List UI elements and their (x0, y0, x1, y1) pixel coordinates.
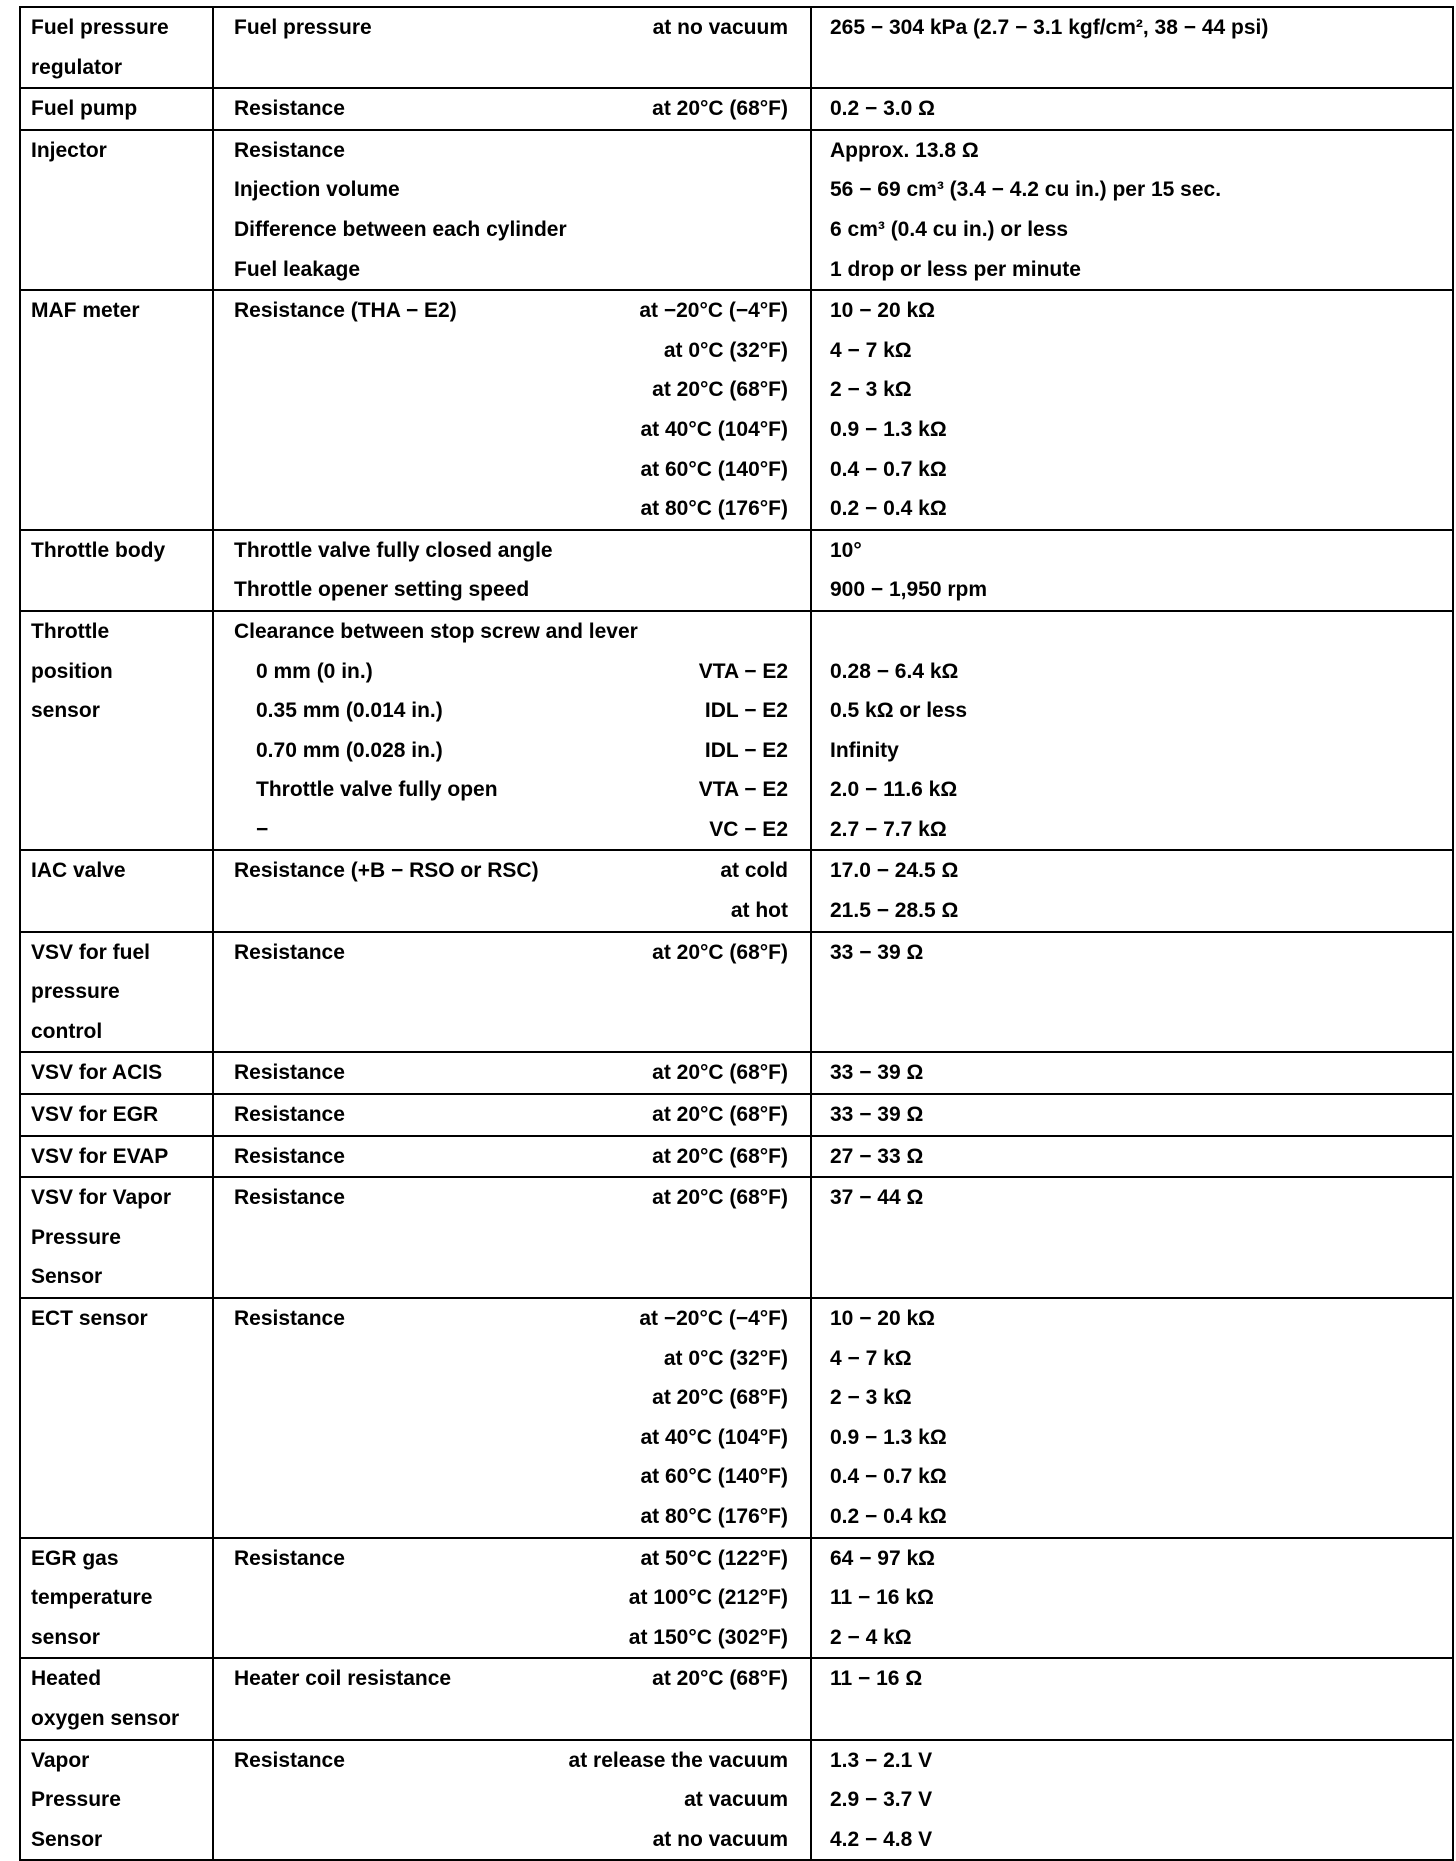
spec-condition: at 100°C (212°F) (628, 1586, 788, 1610)
spec-line (214, 1053, 810, 1093)
spec-line (214, 1218, 810, 1258)
spec-line (214, 933, 810, 973)
spec-label: Resistance (+B − RSO or RSC) (234, 859, 539, 883)
component-cell (20, 1298, 213, 1538)
spec-line (214, 972, 810, 1012)
spec-value: 0.2 − 0.4 kΩ (830, 1504, 947, 1528)
spec-line (214, 1339, 810, 1379)
table-row (20, 530, 1453, 611)
component-name-line (31, 731, 206, 771)
spec-value: 1.3 − 2.1 V (830, 1748, 933, 1772)
spec-value: 4 − 7 kΩ (830, 338, 912, 362)
spec-value: 0.2 − 3.0 Ω (830, 97, 935, 121)
value-cell (811, 88, 1453, 130)
component-name-line: position (31, 659, 113, 683)
spec-line (214, 48, 810, 88)
spec-condition: VTA − E2 (698, 659, 788, 683)
value-cell (811, 530, 1453, 611)
spec-condition: at vacuum (684, 1788, 788, 1812)
spec-cell (213, 1052, 811, 1094)
spec-condition: at −20°C (−4°F) (639, 299, 788, 323)
table-row (20, 1136, 1453, 1178)
spec-label: Resistance (234, 1061, 345, 1085)
spec-value (830, 48, 1452, 88)
spec-condition: at 20°C (68°F) (652, 940, 788, 964)
spec-line (214, 810, 810, 850)
spec-line (214, 570, 810, 610)
component-cell (20, 850, 213, 931)
spec-line (214, 1659, 810, 1699)
component-cell (20, 7, 213, 88)
spec-value: 2.7 − 7.7 kΩ (830, 817, 947, 841)
spec-label: Resistance (234, 1748, 345, 1772)
component-name-line: Pressure (31, 1225, 121, 1249)
spec-value: 2.9 − 3.7 V (830, 1788, 933, 1812)
spec-value: 2 − 3 kΩ (830, 1386, 912, 1410)
spec-condition: VTA − E2 (698, 778, 788, 802)
spec-line (214, 1299, 810, 1339)
spec-cell (213, 1740, 811, 1861)
spec-condition: IDL − E2 (704, 699, 788, 723)
spec-label: Fuel pressure (234, 16, 372, 39)
spec-line (214, 1012, 810, 1052)
spec-label: Heater coil resistance (234, 1667, 452, 1691)
component-name-line (31, 1497, 206, 1537)
component-cell (20, 1538, 213, 1659)
spec-condition: at release the vacuum (568, 1748, 788, 1772)
spec-label: Throttle valve fully open (256, 778, 498, 802)
spec-label: Resistance (234, 1144, 345, 1168)
spec-condition: at 40°C (104°F) (640, 417, 788, 441)
spec-condition: IDL − E2 (704, 738, 788, 762)
spec-value: 2.0 − 11.6 kΩ (830, 778, 958, 802)
spec-condition: at 40°C (104°F) (640, 1425, 788, 1449)
component-name-line: EGR gas (31, 1546, 119, 1570)
table-row (20, 611, 1453, 851)
spec-condition: at cold (720, 859, 788, 883)
spec-line (214, 1095, 810, 1135)
table-row (20, 88, 1453, 130)
spec-value: 0.9 − 1.3 kΩ (830, 417, 947, 441)
spec-value (830, 972, 1452, 1012)
spec-condition: at 60°C (140°F) (640, 457, 788, 481)
spec-label: Throttle opener setting speed (234, 578, 530, 602)
spec-cell (213, 530, 811, 611)
value-cell (811, 932, 1453, 1053)
value-cell (811, 1052, 1453, 1094)
component-name-line: regulator (31, 55, 123, 79)
spec-value: 10 − 20 kΩ (830, 299, 935, 323)
spec-label: 0.70 mm (0.028 in.) (256, 738, 443, 762)
spec-condition: at 150°C (302°F) (628, 1625, 788, 1649)
spec-label: Resistance (234, 1307, 345, 1330)
spec-value: 1 drop or less per minute (830, 257, 1081, 281)
value-cell (811, 1136, 1453, 1178)
spec-line (214, 1539, 810, 1579)
component-cell (20, 88, 213, 130)
value-cell (811, 611, 1453, 851)
spec-line (214, 250, 810, 290)
spec-value: 0.28 − 6.4 kΩ (830, 659, 959, 683)
spec-label: Injection volume (234, 178, 400, 202)
spec-line (214, 612, 810, 652)
spec-value: 56 − 69 cm³ (3.4 − 4.2 cu in.) per 15 sec. (830, 178, 1222, 202)
component-cell (20, 1052, 213, 1094)
spec-value (830, 1699, 1452, 1739)
spec-value: 27 − 33 Ω (830, 1144, 924, 1168)
spec-line (214, 1457, 810, 1497)
spec-line (214, 291, 810, 331)
spec-value: 900 − 1,950 rpm (830, 578, 988, 602)
component-name-line: sensor (31, 1625, 100, 1649)
spec-condition: at no vacuum (652, 16, 788, 39)
component-name-line (31, 891, 206, 931)
spec-value: 11 − 16 kΩ (830, 1586, 934, 1610)
spec-value: 11 − 16 Ω (830, 1667, 923, 1691)
component-name-line: MAF meter (31, 299, 140, 323)
spec-line (214, 1618, 810, 1658)
spec-label: Resistance (234, 940, 345, 964)
table-row (20, 290, 1453, 530)
value-cell (811, 1538, 1453, 1659)
spec-value: 6 cm³ (0.4 cu in.) or less (830, 217, 1069, 241)
component-name-line (31, 770, 206, 810)
table-row (20, 1052, 1453, 1094)
table-row (20, 850, 1453, 931)
spec-label: Resistance (234, 97, 345, 121)
spec-condition: at 20°C (68°F) (652, 1667, 788, 1691)
component-name-line: VSV for EVAP (31, 1144, 169, 1168)
spec-cell (213, 1538, 811, 1659)
spec-label: Difference between each cylinder (234, 217, 567, 241)
component-name-line: VSV for EGR (31, 1103, 159, 1127)
value-cell (811, 850, 1453, 931)
spec-value (830, 1012, 1452, 1052)
component-name-line: oxygen sensor (31, 1706, 180, 1730)
component-name-line: Fuel pressure (31, 16, 169, 39)
component-name-line: Sensor (31, 1827, 103, 1851)
spec-value: 10 − 20 kΩ (830, 1307, 935, 1330)
spec-line (214, 331, 810, 371)
spec-line (214, 1497, 810, 1537)
component-name-line: VSV for ACIS (31, 1061, 163, 1085)
spec-cell (213, 290, 811, 530)
spec-label: Resistance (234, 138, 345, 162)
spec-line (214, 1378, 810, 1418)
spec-condition: at 20°C (68°F) (652, 1144, 788, 1168)
spec-value: 33 − 39 Ω (830, 1103, 924, 1127)
table-row (20, 130, 1453, 290)
spec-line (214, 170, 810, 210)
spec-line (214, 891, 810, 931)
table-row (20, 1094, 1453, 1136)
component-name-line (31, 810, 206, 850)
spec-cell (213, 1177, 811, 1298)
value-cell (811, 7, 1453, 88)
spec-cell (213, 850, 811, 931)
spec-value: 10° (830, 538, 862, 562)
component-name-line (31, 370, 206, 410)
spec-condition: at 20°C (68°F) (652, 1061, 788, 1085)
spec-line (214, 489, 810, 529)
spec-line (214, 851, 810, 891)
spec-cell (213, 88, 811, 130)
component-name-line: Throttle (31, 619, 110, 643)
spec-value: 0.4 − 0.7 kΩ (830, 1465, 947, 1489)
spec-value (830, 1257, 1452, 1297)
spec-line (214, 1780, 810, 1820)
spec-value: 2 − 4 kΩ (830, 1625, 912, 1649)
spec-value: 33 − 39 Ω (830, 940, 924, 964)
spec-line (214, 1178, 810, 1218)
spec-label: Resistance (234, 1186, 345, 1210)
spec-value: 0.9 − 1.3 kΩ (830, 1425, 947, 1449)
spec-value (830, 612, 1452, 652)
component-cell (20, 1740, 213, 1861)
spec-cell (213, 1658, 811, 1739)
spec-label: Fuel leakage (234, 257, 361, 281)
component-name-line: Fuel pump (31, 97, 138, 121)
spec-value: 265 − 304 kPa (2.7 − 3.1 kgf/cm², 38 − 44 psi) (830, 16, 1269, 39)
spec-condition: at 80°C (176°F) (640, 497, 788, 521)
spec-value: 2 − 3 kΩ (830, 378, 912, 402)
table-row (20, 932, 1453, 1053)
spec-line (214, 1257, 810, 1297)
spec-line (214, 691, 810, 731)
value-cell (811, 1177, 1453, 1298)
value-cell (811, 1658, 1453, 1739)
component-name-line (31, 331, 206, 371)
spec-label: − (256, 817, 269, 841)
component-cell (20, 130, 213, 290)
component-name-line: VSV for Vapor (31, 1186, 172, 1210)
component-name-line: IAC valve (31, 859, 126, 883)
component-cell (20, 530, 213, 611)
spec-condition: at 20°C (68°F) (652, 1186, 788, 1210)
spec-line (214, 1137, 810, 1177)
component-name-line: ECT sensor (31, 1307, 148, 1330)
spec-condition: at 20°C (68°F) (652, 1103, 788, 1127)
spec-line (214, 1699, 810, 1739)
spec-condition: at 0°C (32°F) (663, 1346, 788, 1370)
spec-value: 0.4 − 0.7 kΩ (830, 457, 947, 481)
spec-value: 4.2 − 4.8 V (830, 1827, 933, 1851)
spec-condition: at 20°C (68°F) (652, 378, 788, 402)
component-cell (20, 1136, 213, 1178)
spec-cell (213, 130, 811, 290)
spec-line (214, 8, 810, 48)
spec-label: 0 mm (0 in.) (256, 659, 373, 683)
spec-label: Clearance between stop screw and lever (234, 619, 638, 643)
spec-line (214, 1578, 810, 1618)
component-name-line (31, 170, 206, 210)
component-name-line (31, 250, 206, 290)
spec-line (214, 1741, 810, 1781)
spec-value: 33 − 39 Ω (830, 1061, 924, 1085)
component-cell (20, 1094, 213, 1136)
spec-cell (213, 7, 811, 88)
spec-value: 64 − 97 kΩ (830, 1546, 935, 1570)
component-name-line (31, 1378, 206, 1418)
value-cell (811, 130, 1453, 290)
component-cell (20, 932, 213, 1053)
component-name-line (31, 1418, 206, 1458)
spec-cell (213, 611, 811, 851)
spec-value: Approx. 13.8 Ω (830, 138, 979, 162)
spec-line (214, 210, 810, 250)
spec-condition: at 20°C (68°F) (652, 97, 788, 121)
component-name-line: Injector (31, 138, 107, 162)
component-name-line (31, 210, 206, 250)
component-name-line: Vapor (31, 1748, 90, 1772)
specification-table (19, 6, 1454, 1861)
spec-cell (213, 1094, 811, 1136)
component-name-line (31, 450, 206, 490)
spec-line (214, 131, 810, 171)
spec-line (214, 1820, 810, 1860)
spec-condition: at 50°C (122°F) (640, 1546, 788, 1570)
component-cell (20, 290, 213, 530)
spec-condition: at hot (730, 899, 788, 923)
table-row (20, 1658, 1453, 1739)
component-name-line: Sensor (31, 1265, 103, 1289)
value-cell (811, 290, 1453, 530)
spec-line (214, 770, 810, 810)
component-name-line (31, 410, 206, 450)
spec-condition: at no vacuum (652, 1827, 788, 1851)
spec-label: Throttle valve fully closed angle (234, 538, 553, 562)
spec-value: 21.5 − 28.5 Ω (830, 899, 959, 923)
component-name-line: pressure (31, 980, 120, 1004)
component-name-line (31, 1457, 206, 1497)
spec-condition: at 60°C (140°F) (640, 1465, 788, 1489)
spec-line (214, 89, 810, 129)
spec-line (214, 531, 810, 571)
component-name-line: Pressure (31, 1788, 121, 1812)
spec-value: 17.0 − 24.5 Ω (830, 859, 959, 883)
spec-condition: VC − E2 (709, 817, 788, 841)
spec-line (214, 731, 810, 771)
component-name-line: Throttle body (31, 538, 166, 562)
spec-value: Infinity (830, 738, 899, 762)
spec-line (214, 370, 810, 410)
spec-cell (213, 1298, 811, 1538)
component-name-line: control (31, 1019, 103, 1043)
component-cell (20, 611, 213, 851)
spec-line (214, 450, 810, 490)
table-row (20, 7, 1453, 88)
spec-condition: at −20°C (−4°F) (639, 1307, 788, 1330)
spec-value: 0.2 − 0.4 kΩ (830, 497, 947, 521)
component-cell (20, 1658, 213, 1739)
spec-condition: at 0°C (32°F) (663, 338, 788, 362)
component-name-line: VSV for fuel (31, 940, 151, 964)
table-row (20, 1177, 1453, 1298)
table-row (20, 1538, 1453, 1659)
spec-line (214, 1418, 810, 1458)
specification-table-body (20, 7, 1453, 1860)
spec-value: 0.5 kΩ or less (830, 699, 968, 723)
spec-value (830, 1218, 1452, 1258)
component-name-line: temperature (31, 1586, 153, 1610)
spec-label: 0.35 mm (0.014 in.) (256, 699, 443, 723)
component-name-line: Heated (31, 1667, 102, 1691)
spec-value: 37 − 44 Ω (830, 1186, 924, 1210)
spec-condition: at 80°C (176°F) (640, 1504, 788, 1528)
component-cell (20, 1177, 213, 1298)
spec-label: Resistance (THA − E2) (234, 299, 457, 323)
spec-line (214, 410, 810, 450)
value-cell (811, 1298, 1453, 1538)
component-name-line (31, 489, 206, 529)
value-cell (811, 1740, 1453, 1861)
component-name-line (31, 570, 206, 610)
spec-cell (213, 932, 811, 1053)
spec-label: Resistance (234, 1103, 345, 1127)
spec-condition: at 20°C (68°F) (652, 1386, 788, 1410)
spec-value: 4 − 7 kΩ (830, 1346, 912, 1370)
spec-line (214, 652, 810, 692)
component-name-line: sensor (31, 699, 100, 723)
value-cell (811, 1094, 1453, 1136)
table-row (20, 1740, 1453, 1861)
spec-label: Resistance (234, 1546, 345, 1570)
spec-cell (213, 1136, 811, 1178)
table-row (20, 1298, 1453, 1538)
component-name-line (31, 1339, 206, 1379)
